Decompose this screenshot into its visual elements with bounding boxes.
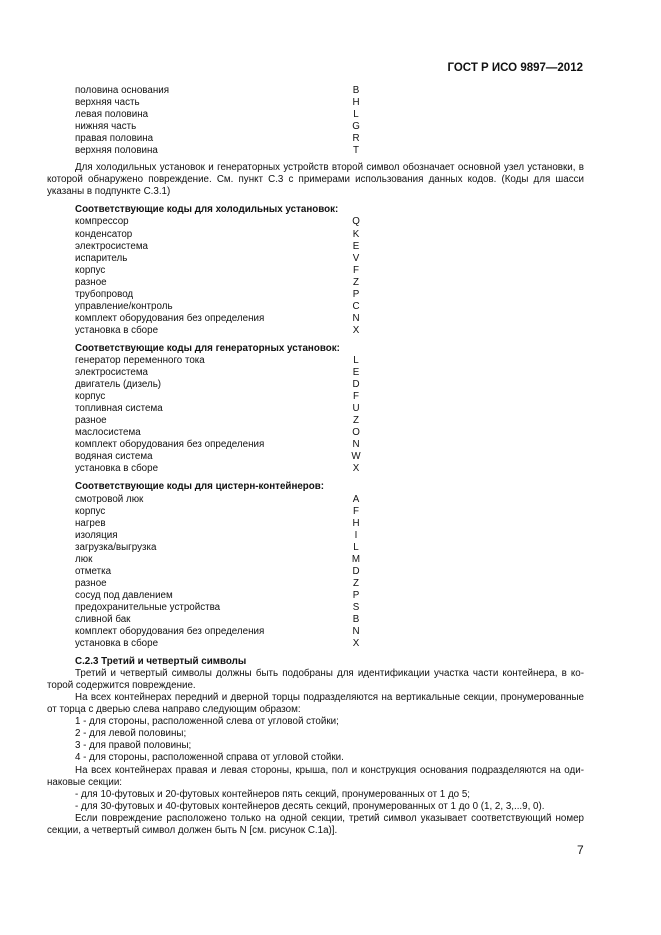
code-row bbox=[75, 542, 362, 554]
code-label: двигатель (дизель) bbox=[75, 379, 162, 391]
code-row bbox=[75, 415, 362, 427]
code-label: трубопровод bbox=[75, 288, 134, 300]
code-letter: F bbox=[353, 505, 359, 517]
code-label: правая половина bbox=[75, 133, 154, 145]
code-row bbox=[75, 325, 362, 337]
paragraph-intro: Для холодильных установок и генераторных устройств второй символ обозначает основной узел установки, в которой обнаружено повреждение. См. пункт С.3 с примерами использования данных кодов. (Коды для шасси указаны в подпункте С.3.1) bbox=[47, 162, 584, 198]
code-label: компрессор bbox=[75, 216, 129, 228]
code-letter: H bbox=[352, 517, 360, 529]
code-label: сосуд под давлением bbox=[75, 589, 173, 601]
code-label: изоляция bbox=[75, 529, 118, 541]
code-row bbox=[75, 313, 362, 325]
code-row bbox=[75, 439, 362, 451]
code-row bbox=[75, 85, 362, 97]
code-letter: F bbox=[353, 391, 359, 403]
code-label: топливная система bbox=[75, 403, 163, 415]
code-label: испаритель bbox=[75, 252, 128, 264]
code-label: сливной бак bbox=[75, 613, 131, 625]
code-row bbox=[75, 518, 362, 530]
tank-code-list bbox=[75, 494, 362, 651]
code-row bbox=[75, 427, 362, 439]
code-letter: X bbox=[352, 463, 360, 475]
code-letter: V bbox=[352, 252, 360, 264]
page-content bbox=[47, 85, 584, 837]
code-label: нагрев bbox=[75, 517, 106, 529]
code-label: половина основания bbox=[75, 85, 170, 96]
code-row bbox=[75, 229, 362, 241]
section-title: С.2.3 Третий и четвертый символы bbox=[75, 656, 247, 668]
code-label: электросистема bbox=[75, 240, 149, 252]
code-label: корпус bbox=[75, 264, 106, 276]
code-row bbox=[75, 301, 362, 313]
paragraph-sections: На всех контейнерах передний и дверной торцы подразделяются на вертикальные секции, пронумерованные от торца с дверью слева направо следующим образом: bbox=[47, 692, 584, 716]
code-letter: N bbox=[352, 439, 360, 451]
code-letter: X bbox=[352, 638, 360, 650]
code-row bbox=[75, 638, 362, 650]
code-letter: Z bbox=[353, 276, 359, 288]
code-letter: Q bbox=[352, 216, 360, 228]
code-row bbox=[75, 121, 362, 133]
code-row bbox=[75, 566, 362, 578]
code-letter: Z bbox=[353, 577, 359, 589]
code-row bbox=[75, 133, 362, 145]
code-letter: A bbox=[352, 493, 360, 505]
code-letter: L bbox=[353, 354, 359, 366]
code-label: отметка bbox=[75, 565, 112, 577]
code-letter: Z bbox=[353, 415, 359, 427]
code-label: маслосистема bbox=[75, 427, 141, 439]
code-row bbox=[75, 403, 362, 415]
generator-code-list bbox=[75, 355, 362, 475]
refrigeration-heading: Соответствующие коды для холодильных установок: bbox=[75, 204, 339, 216]
section-number-list bbox=[47, 716, 584, 764]
code-row bbox=[75, 602, 362, 614]
code-label: водяная система bbox=[75, 451, 153, 463]
code-letter: T bbox=[353, 145, 359, 157]
code-label: разное bbox=[75, 577, 107, 589]
code-label: установка в сборе bbox=[75, 638, 159, 650]
code-row bbox=[75, 241, 362, 253]
code-letter: L bbox=[353, 541, 359, 553]
code-row bbox=[75, 626, 362, 638]
code-label: смотровой люк bbox=[75, 493, 144, 505]
list-item: 1 - для стороны, расположенной слева от угловой стойки; bbox=[75, 716, 339, 728]
code-row bbox=[75, 109, 362, 121]
code-letter: G bbox=[352, 121, 360, 133]
code-letter: H bbox=[352, 97, 360, 109]
code-letter: W bbox=[351, 451, 361, 463]
code-label: разное bbox=[75, 415, 107, 427]
generator-heading: Соответствующие коды для генераторных установок: bbox=[75, 342, 340, 354]
code-letter: N bbox=[352, 312, 360, 324]
code-label: управление/контроль bbox=[75, 300, 173, 312]
list-item: 3 - для правой половины; bbox=[75, 740, 192, 752]
code-letter: N bbox=[352, 626, 360, 638]
code-row bbox=[75, 355, 362, 367]
code-label: левая половина bbox=[75, 109, 149, 121]
code-letter: X bbox=[352, 324, 360, 336]
code-letter: K bbox=[352, 228, 360, 240]
code-row bbox=[75, 463, 362, 475]
code-label: предохранительные устройства bbox=[75, 601, 221, 613]
code-row bbox=[75, 97, 362, 109]
code-letter: O bbox=[352, 427, 360, 439]
code-row bbox=[75, 494, 362, 506]
code-label: нижняя часть bbox=[75, 121, 137, 133]
code-label: корпус bbox=[75, 391, 106, 403]
code-label: комплект оборудования без определения bbox=[75, 312, 265, 324]
code-label: установка в сборе bbox=[75, 463, 159, 475]
code-row bbox=[75, 614, 362, 626]
code-letter: M bbox=[351, 553, 361, 565]
code-letter: P bbox=[352, 288, 360, 300]
code-row bbox=[75, 265, 362, 277]
code-label: электросистема bbox=[75, 367, 149, 379]
code-row bbox=[75, 277, 362, 289]
code-row bbox=[75, 367, 362, 379]
code-row bbox=[75, 216, 362, 228]
code-row bbox=[75, 578, 362, 590]
code-label: корпус bbox=[75, 505, 106, 517]
code-letter: I bbox=[354, 529, 358, 541]
code-letter: S bbox=[352, 601, 360, 613]
code-letter: B bbox=[352, 85, 360, 96]
section-count-list bbox=[47, 789, 584, 813]
paragraph-sides: На всех контейнерах правая и левая стороны, крыша, пол и конструкция основания подразделяются на оди-наковые секции: bbox=[47, 764, 584, 788]
tank-heading: Соответствующие коды для цистерн-контейнеров: bbox=[75, 481, 325, 493]
top-code-list bbox=[75, 85, 362, 157]
code-label: установка в сборе bbox=[75, 324, 159, 336]
code-label: комплект оборудования без определения bbox=[75, 439, 265, 451]
code-label: генератор переменного тока bbox=[75, 354, 205, 366]
list-item: 4 - для стороны, расположенной справа от угловой стойки. bbox=[75, 752, 344, 764]
code-row bbox=[75, 590, 362, 602]
paragraph-symbols: Третий и четвертый символы должны быть подобраны для идентификации участка части контейнера, в ко-торой содержится повреждение. bbox=[47, 668, 584, 692]
code-label: верхняя половина bbox=[75, 145, 158, 157]
code-letter: C bbox=[352, 300, 360, 312]
code-row bbox=[75, 530, 362, 542]
code-letter: P bbox=[352, 589, 360, 601]
code-letter: D bbox=[352, 565, 360, 577]
code-label: люк bbox=[75, 553, 93, 565]
code-label: комплект оборудования без определения bbox=[75, 626, 265, 638]
code-row bbox=[75, 451, 362, 463]
code-letter: R bbox=[352, 133, 360, 145]
code-row bbox=[75, 145, 362, 157]
list-item: 2 - для левой половины; bbox=[75, 728, 187, 740]
code-row bbox=[75, 379, 362, 391]
code-label: конденсатор bbox=[75, 228, 133, 240]
code-row bbox=[75, 253, 362, 265]
document-header: ГОСТ Р ИСО 9897—2012 bbox=[447, 62, 583, 74]
code-letter: F bbox=[353, 264, 359, 276]
code-letter: E bbox=[352, 240, 360, 252]
code-row bbox=[75, 506, 362, 518]
code-letter: U bbox=[352, 403, 360, 415]
list-item: - для 30-футовых и 40-футовых контейнеров десять секций, пронумерованных от 1 до 0 (1, 2, 3,...9, 0). bbox=[75, 800, 545, 812]
code-letter: E bbox=[352, 367, 360, 379]
code-letter: D bbox=[352, 379, 360, 391]
refrigeration-code-list bbox=[75, 216, 362, 336]
list-item: - для 10-футовых и 20-футовых контейнеров пять секций, пронумерованных от 1 до 5; bbox=[75, 788, 471, 800]
code-letter: L bbox=[353, 109, 359, 121]
page-number: 7 bbox=[577, 843, 584, 857]
paragraph-single-section: Если повреждение расположено только на одной секции, третий символ указывает соответствующий номер секции, а четвертый символ должен быть N [см. рисунок С.1а)]. bbox=[47, 812, 584, 836]
code-row bbox=[75, 391, 362, 403]
code-label: загрузка/выгрузка bbox=[75, 541, 157, 553]
code-row bbox=[75, 289, 362, 301]
code-label: разное bbox=[75, 276, 107, 288]
code-letter: B bbox=[352, 613, 360, 625]
code-row bbox=[75, 554, 362, 566]
code-label: верхняя часть bbox=[75, 97, 140, 109]
